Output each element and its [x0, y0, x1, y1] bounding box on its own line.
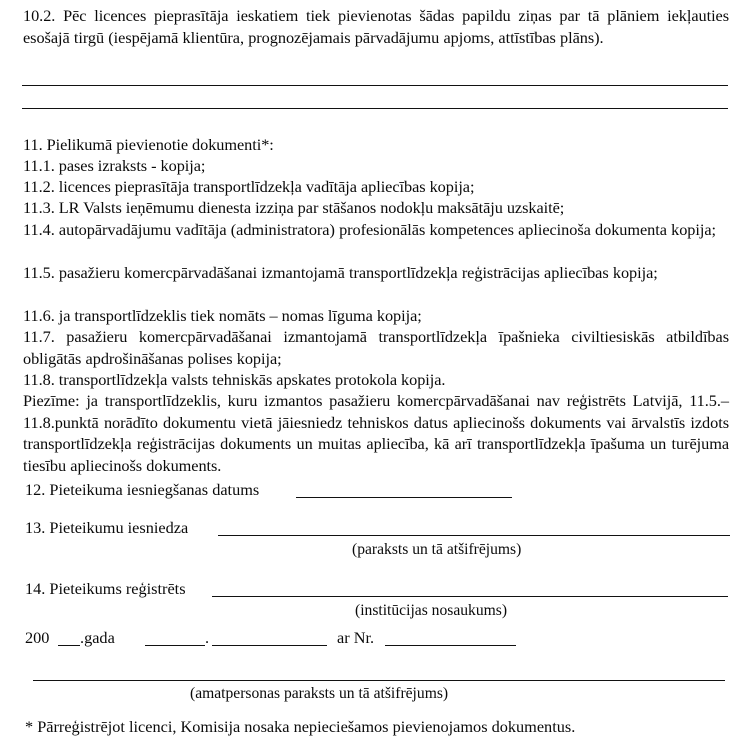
month-input-line[interactable] [212, 645, 327, 646]
paragraph-10-2: 10.2. Pēc licences pieprasītāja ieskatiem tiek pievienotas šādas papildu ziņas par tā plāniem iekļauties esošajā tirgū (iespējamā klientūra, prognozējamais pārvadājumu apjoms, attīstības plāns). [23, 6, 729, 47]
heading-11: 11. Pielikumā pievienotie dokumenti*: [23, 135, 274, 154]
caption-14-institution: (institūcijas nosaukums) [355, 602, 508, 619]
list-item-11-5: 11.5. pasažieru komercpārvadāšanai izmantojamā transportlīdzekļa reģistrācijas apliecības kopija; [23, 263, 658, 282]
list-item-11-8: 11.8. transportlīdzekļa valsts tehniskās apskates protokola kopija. [23, 370, 446, 389]
official-signature-input-line[interactable] [33, 680, 725, 681]
date-separator: . [205, 628, 210, 647]
blank-write-line-1[interactable] [22, 85, 728, 86]
list-item-11-3: 11.3. LR Valsts ieņēmumu dienesta izziņa par stāšanos nodokļu maksātāju uzskaitē; [23, 198, 565, 217]
list-item-11-6: 11.6. ja transportlīdzeklis tiek nomāts – nomas līguma kopija; [23, 306, 422, 325]
footnote-asterisk: * Pārreģistrējot licenci, Komisija nosaka nepieciešamos pievienojamos dokumentus. [25, 717, 576, 736]
field-13-label: 13. Pieteikumu iesniedza [25, 518, 189, 537]
registration-number-input-line[interactable] [385, 645, 516, 646]
field-14-label: 14. Pieteikums reģistrēts [25, 579, 186, 598]
list-item-11-7: 11.7. pasažieru komercpārvadāšanai izmantojamā transportlīdzekļa īpašnieka civiltiesiskās atbildības obligātās apdrošināšanas polises kopija; [23, 327, 729, 368]
list-item-11-2: 11.2. licences pieprasītāja transportlīdzekļa vadītāja apliecības kopija; [23, 177, 475, 196]
day-input-line[interactable] [145, 645, 205, 646]
field-14-institution-input-line[interactable] [212, 596, 728, 597]
field-12-date-input-line[interactable] [296, 497, 512, 498]
list-item-11-4: 11.4. autopārvadājumu vadītāja (administratora) profesionālās kompetences apliecinoša dokumenta kopija; [23, 220, 716, 239]
number-label: ar Nr. [337, 628, 375, 647]
year-digits-input-line[interactable] [58, 645, 80, 646]
note-paragraph: Piezīme: ja transportlīdzeklis, kuru izmantos pasažieru komercpārvadāšanai nav reģistrēts Latvijā, 11.5.–11.8.punktā norādīto dokumentu vietā jāiesniedz tehniskos datus apliecinošs dokuments vai ārvalstīs izdots transportlīdzekļa reģistrācijas dokuments un muitas apliecība, kā arī transportlīdzekļa īpašuma un turējuma tiesību apliecinošs dokuments. [23, 391, 729, 475]
caption-13-signature: (paraksts un tā atšifrējums) [352, 541, 522, 558]
field-12-label: 12. Pieteikuma iesniegšanas datums [25, 480, 260, 499]
list-item-11-1: 11.1. pases izraksts - kopija; [23, 156, 206, 175]
year-prefix-label: 200 [25, 628, 50, 647]
blank-write-line-2[interactable] [22, 108, 728, 109]
year-suffix-label: .gada [80, 628, 115, 647]
field-13-signature-input-line[interactable] [218, 535, 730, 536]
caption-official-signature: (amatpersonas paraksts un tā atšifrējums) [190, 685, 449, 702]
